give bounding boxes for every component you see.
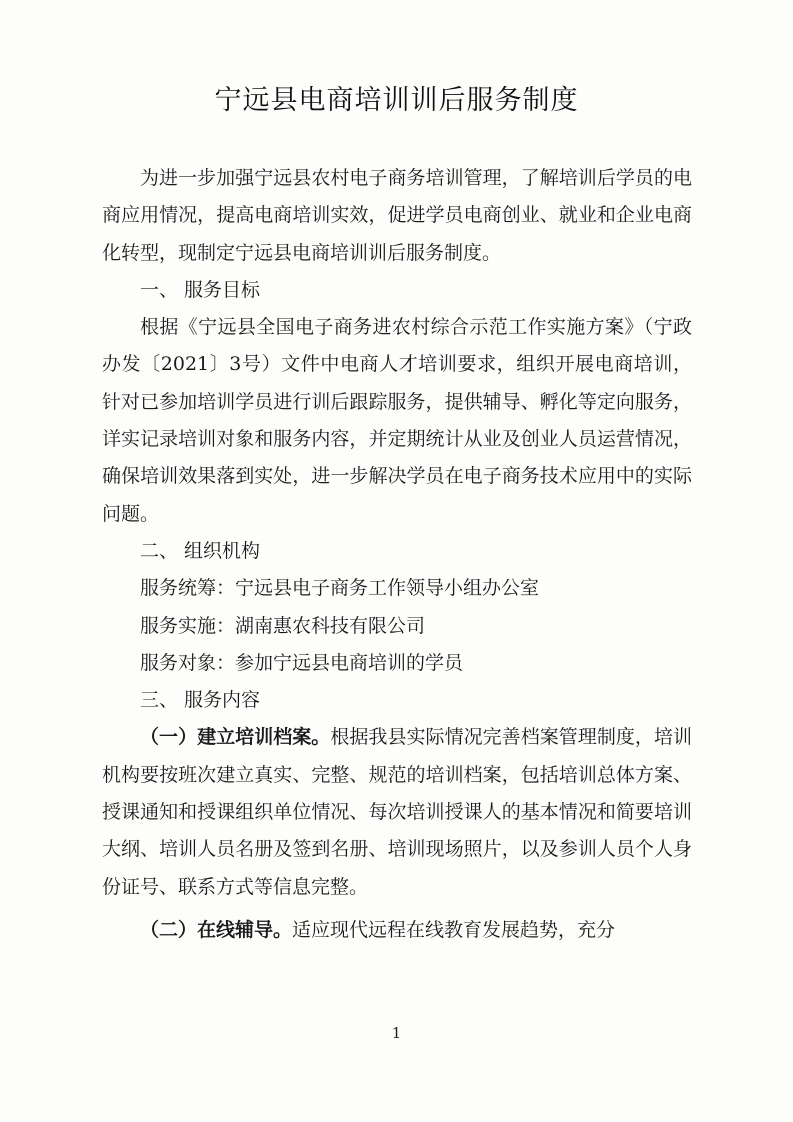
organization-item-target: 服务对象：参加宁远县电商培训的学员 xyxy=(140,651,464,674)
content-item-archives-lead: （一）建立培训档案。 xyxy=(140,726,331,749)
section-heading-organization: 二、 组织机构 xyxy=(140,539,261,562)
section-heading-goals: 一、 服务目标 xyxy=(140,278,261,301)
document-body xyxy=(102,160,692,949)
content-item-online-lead: （二）在线辅导。 xyxy=(140,918,293,941)
document-title: 宁远县电商培训训后服务制度 xyxy=(214,85,579,116)
goals-paragraph: 根据《宁远县全国电子商务进农村综合示范工作实施方案》（宁政办发〔2021〕3号）文件中电商人才培训要求，组织开展电商培训，针对已参加培训学员进行训后跟踪服务，提供辅导、孵化等定向服务，详实记录培训对象和服务内容，并定期统计从业及创业人员运营情况，确保培训效果落到实处，进一步解决学员在电子商务技术应用中的实际问题。 xyxy=(102,316,692,525)
intro-paragraph: 为进一步加强宁远县农村电子商务培训管理，了解培训后学员的电商应用情况，提高电商培训实效，促进学员电商创业、就业和企业电商化转型，现制定宁远县电商培训训后服务制度。 xyxy=(102,167,692,264)
content-item-archives xyxy=(102,719,692,905)
page-number: 1 xyxy=(391,1024,402,1042)
organization-item-coordinator: 服务统筹：宁远县电子商务工作领导小组办公室 xyxy=(140,577,540,600)
content-item-archives-text: 根据我县实际情况完善档案管理制度，培训机构要按班次建立真实、完整、规范的培训档案，包括培训总体方案、授课通知和授课组织单位情况、每次培训授课人的基本情况和简要培训大纲、培训人员名册及签到名册、培训现场照片，以及参训人员个人身份证号、联系方式等信息完整。 xyxy=(102,726,692,898)
content-item-online xyxy=(102,912,692,949)
organization-item-implementer: 服务实施：湖南惠农科技有限公司 xyxy=(140,614,426,637)
content-item-online-text: 适应现代远程在线教育发展趋势，充分 xyxy=(292,918,616,941)
section-heading-content: 三、 服务内容 xyxy=(140,689,261,712)
